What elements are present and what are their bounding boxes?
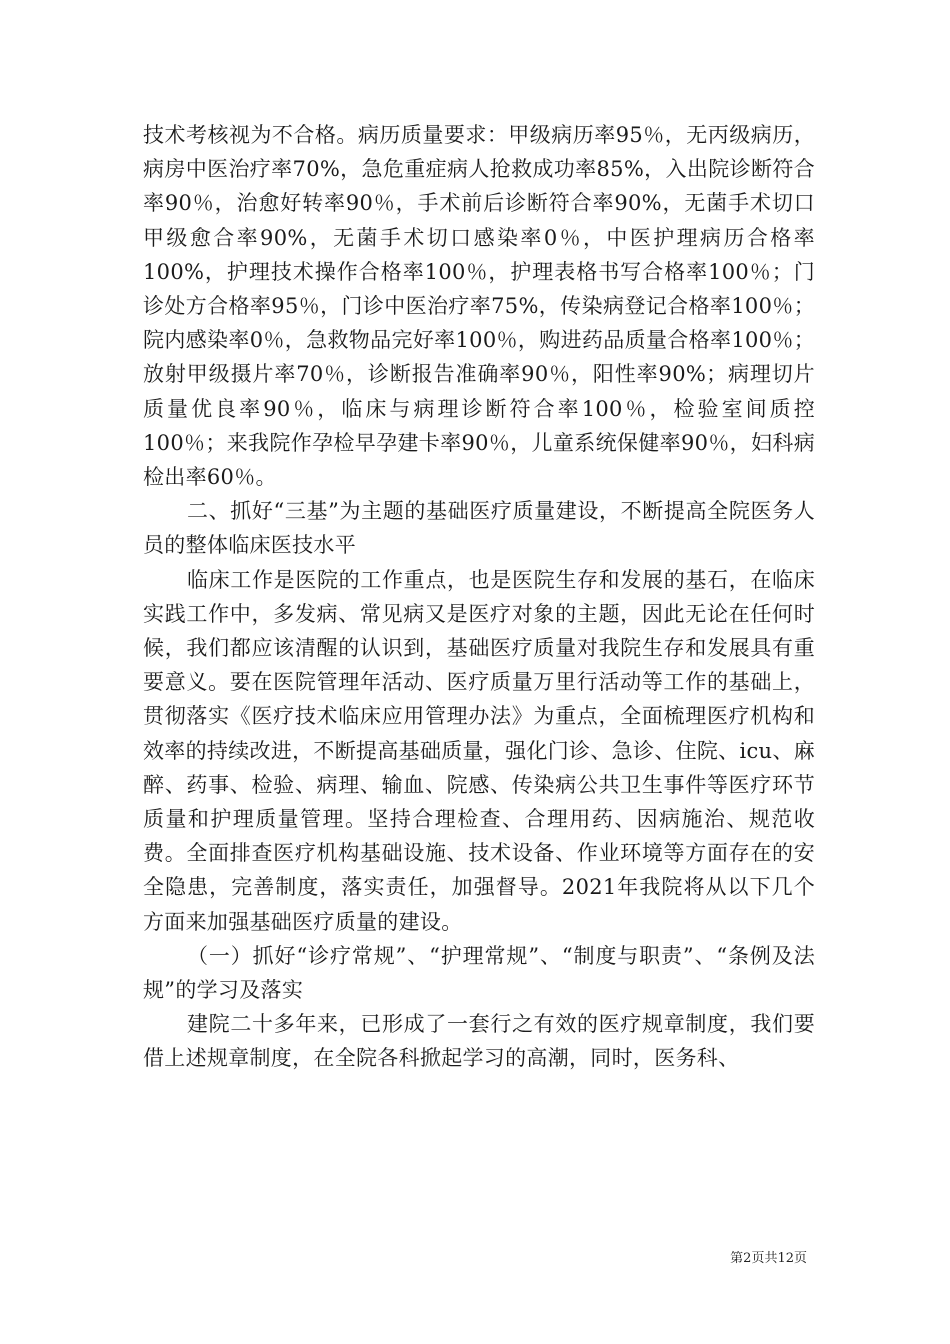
- subsection-heading-routines: （一）抓好“诊疗常规”、“护理常规”、“制度与职责”、“条例及法规”的学习及落实: [143, 943, 815, 1003]
- paragraph-quality-requirements: 技术考核视为不合格。病历质量要求：甲级病历率95％，无丙级病历，病房中医治疗率70%，急危重症病人抢救成功率85%，入出院诊断符合率90％，治愈好转率90％，手术前后诊断符合率90%，无菌手术切口甲级愈合率90%，无菌手术切口感染率0％，中医护理病历合格率100%，护理技术操作合格率100％，护理表格书写合格率100％；门诊处方合格率95％，门诊中医治疗率75%，传染病登记合格率100％；院内感染率0％，急救物品完好率100％，购进药品质量合格率100％；放射甲级摄片率70％，诊断报告准确率90％，阳性率90%；病理切片质量优良率90％，临床与病理诊断符合率100％，检验室间质控100％；来我院作孕检早孕建卡率90％，儿童系统保健率90％，妇科病检出率60％。: [143, 123, 815, 490]
- paragraph-regulations: 建院二十多年来，已形成了一套行之有效的医疗规章制度，我们要借上述规章制度，在全院各科掀起学习的高潮，同时，医务科、: [143, 1012, 815, 1071]
- section-heading-basic-quality: 二、抓好“三基”为主题的基础医疗质量建设，不断提高全院医务人员的整体临床医技水平: [143, 499, 815, 558]
- paragraph-clinical-work: 临床工作是医院的工作重点，也是医院生存和发展的基石，在临床实践工作中，多发病、常见病又是医疗对象的主题，因此无论在任何时候，我们都应该清醒的认识到，基础医疗质量对我院生存和发展具有重要意义。要在医院管理年活动、医疗质量万里行活动等工作的基础上，贯彻落实《医疗技术临床应用管理办法》为重点，全面梳理医疗机构和效率的持续改进，不断提高基础质量，强化门诊、急诊、住院、icu、麻醉、药事、检验、病理、输血、院感、传染病公共卫生事件等医疗环节质量和护理质量管理。坚持合理检查、合理用药、因病施治、规范收费。全面排查医疗机构基础设施、技术设备、作业环境等方面存在的安全隐患，完善制度，落实责任，加强督导。2021年我院将从以下几个方面来加强基础医疗质量的建设。: [143, 567, 815, 934]
- page-number-footer: 第2页共12页: [730, 1251, 807, 1266]
- document-body: [143, 118, 815, 1076]
